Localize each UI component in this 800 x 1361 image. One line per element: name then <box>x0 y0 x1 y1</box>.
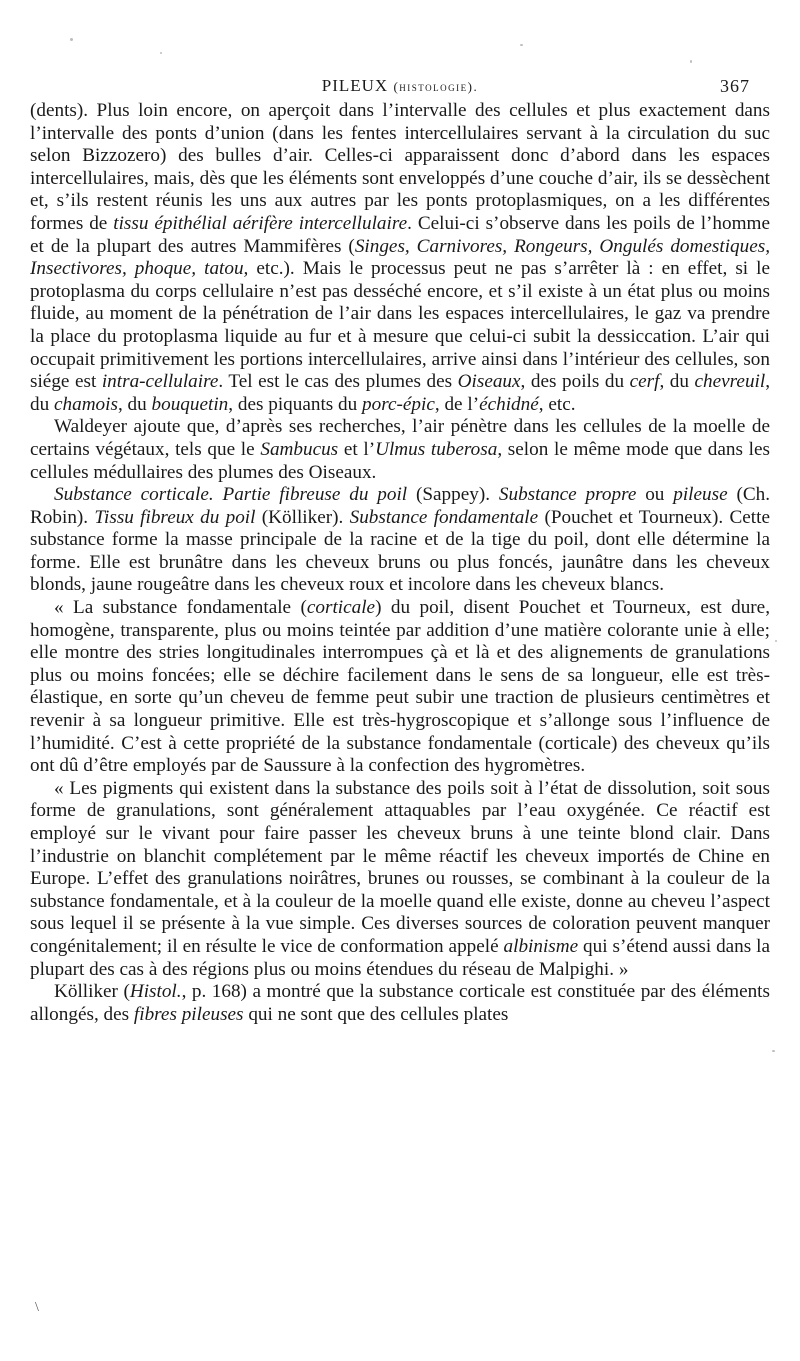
text-run: , du <box>30 371 770 415</box>
italic-text: Oiseaux <box>457 371 521 393</box>
text-run: , des piquants du <box>228 393 363 415</box>
scan-speckle <box>775 640 777 642</box>
page-number: 367 <box>720 76 750 96</box>
text-run: , du <box>117 393 152 415</box>
italic-text: corticale <box>306 597 376 619</box>
italic-text: Substance propre <box>498 484 637 506</box>
running-header <box>30 70 770 100</box>
italic-text: fibres pileuses <box>133 1003 244 1025</box>
italic-text: Sambucus <box>260 438 339 460</box>
text-run: ou <box>636 484 674 506</box>
text-run: . Tel est le cas des plumes des <box>218 371 458 393</box>
paragraph-p3 <box>30 484 770 597</box>
italic-text: porc-épic <box>362 393 435 415</box>
scan-speckle <box>160 52 162 54</box>
text-run: (Ch. Robin). <box>30 484 770 528</box>
margin-mark: \ <box>35 1300 39 1315</box>
text-run: (Pouchet et Tourneux). Cette substance forme la masse principale de la racine et de la tige du poil, dont elle détermine la forme. Elle est brunâtre dans les cheveux bruns ou plus foncés, jaunâtre dans les cheveux blonds, jaune rougeâtre dans les cheveux roux et incolore dans les cheveux blancs. <box>30 506 770 596</box>
text-run: Kölliker ( <box>54 981 130 1003</box>
paragraph-p2 <box>30 416 770 484</box>
text-run: et l’ <box>338 438 376 460</box>
text-run: , de l’ <box>434 393 480 415</box>
italic-text: échidné <box>479 393 539 415</box>
text-run: , des poils du <box>520 371 630 393</box>
text-run: , du <box>659 371 695 393</box>
italic-text: chamois <box>53 393 118 415</box>
italic-text: cerf <box>629 371 660 393</box>
italic-text: Tissu fibreux du poil <box>94 506 256 528</box>
text-run: qui s’étend aussi dans la plupart des cas à des régions plus ou moins étendues du réseau de Malpighi. » <box>30 935 770 980</box>
italic-text: Singes, Carnivores, Rongeurs, Ongulés domestiques, Insectivores, phoque, tatou, <box>30 235 770 280</box>
text-run: . Celui-ci s’observe dans les poils de l’homme et de la plupart des autres Mammifères ( <box>30 212 770 257</box>
text-run: Waldeyer ajoute que, d’après ses recherches, l’air pénètre dans les cellules de la moelle de certains végétaux, tels que le <box>30 416 770 460</box>
text-run: , p. 168) a montré que la substance corticale est constituée par des éléments allongés, des <box>30 981 770 1025</box>
text-run: (Sappey). <box>407 484 499 506</box>
italic-text: Ulmus tuberosa <box>375 438 498 460</box>
italic-text: intra-cellulaire <box>101 371 219 393</box>
text-run: , etc. <box>538 393 576 415</box>
italic-text: Substance fondamentale <box>349 506 539 528</box>
text-run: « Les pigments qui existent dans la substance des poils soit à l’état de dissolution, soit sous forme de granulations, sont généralement attaquables par l’eau oxygénée. Ce réactif est employé sur le vivant pour faire passer les cheveux bruns à une teinte blond clair. Dans l’industrie on blanchit complétement par le même réactif les cheveux importés de Chine en Europe. L’effet des granulations noirâtres, brunes ou rousses, se combinant à la couleur de la substance fondamentale, et à la couleur de la moelle quand elle existe, donne au cheveu l’aspect sous lequel il se présente à la vue simple. Ces diverses sources de coloration peuvent manquer congénitalement; il en résulte le vice de conformation appelé <box>30 777 770 957</box>
text-run: , selon le même mode que dans les cellules médullaires des plumes des Oiseaux. <box>30 438 770 483</box>
text-run: qui ne sont que des cellules plates <box>243 1003 509 1025</box>
text-run: « La substance fondamentale ( <box>54 597 307 619</box>
book-page <box>30 70 770 1330</box>
scan-speckle <box>520 44 523 46</box>
italic-text: pileuse <box>673 484 728 506</box>
header-title: PILEUX <box>321 76 389 95</box>
paragraph-p4 <box>30 597 770 778</box>
italic-text: tissu épithélial aérifère intercellulaire <box>113 212 408 234</box>
italic-text: chevreuil <box>694 371 766 393</box>
text-run: etc.). Mais le processus peut ne pas s’arrêter là : en effet, si le protoplasma du corps cellulaire n’est pas desséché encore, et s’il existe à un état plus ou moins fluide, au moment de la pénétration de l’air dans les espaces intercellulaires, le gaz va prendre la place du protoplasma liquide au fur et à mesure que celui-ci subit la dessiccation. L’air qui occupait primitivement les portions intercellulaires, arrive ainsi dans l’intérieur des cellules, son siége est <box>30 258 770 393</box>
paragraph-p5 <box>30 778 770 981</box>
italic-text: Substance corticale. Partie fibreuse du poil <box>54 484 408 506</box>
text-run: ) du poil, disent Pouchet et Tourneux, est dure, homogène, transparente, plus ou moins teintée par addition d’une matière colorante unie à elle; elle montre des stries longitudinales interrompues çà et là et des alignements de granulations plus ou moins foncées; elle se déchire facilement dans le sens de sa longueur, elle est très-élastique, en sorte qu’un cheveu de femme peut subir une traction de plusieurs centimètres et revenir à sa longueur primitive. Elle est très-hygroscopique et s’allonge sous l’influence de l’humidité. C’est à cette propriété de la substance fondamentale (corticale) des cheveux qu’ils ont dû d’être employés par de Saussure à la confection des hygromètres. <box>30 597 770 777</box>
italic-text: albinisme <box>503 935 579 957</box>
running-title <box>30 76 770 96</box>
body-text <box>30 100 770 1026</box>
italic-text: bouquetin <box>151 393 229 415</box>
text-run: (Kölliker). <box>255 506 350 528</box>
paragraph-p1 <box>30 100 770 416</box>
paragraph-p6 <box>30 981 770 1026</box>
scan-speckle <box>70 38 73 41</box>
header-subtitle: (histologie). <box>393 79 479 94</box>
scan-speckle <box>690 60 692 63</box>
text-run: (dents). Plus loin encore, on aperçoit dans l’intervalle des cellules et plus exactement dans l’intervalle des ponts d’union (dans les fentes intercellulaires servant à la circulation du suc selon Bizzozero) des bulles d’air. Celles-ci apparaissent donc d’abord dans les espaces intercellulaires, mais, dès que les éléments sont enveloppés d’une couche d’air, ils se dessèchent et, s’ils restent réunis les uns aux autres par les ponts protoplasmiques, on a les différentes formes de <box>30 100 770 234</box>
scan-speckle <box>772 1050 775 1052</box>
italic-text: Histol. <box>129 981 182 1003</box>
